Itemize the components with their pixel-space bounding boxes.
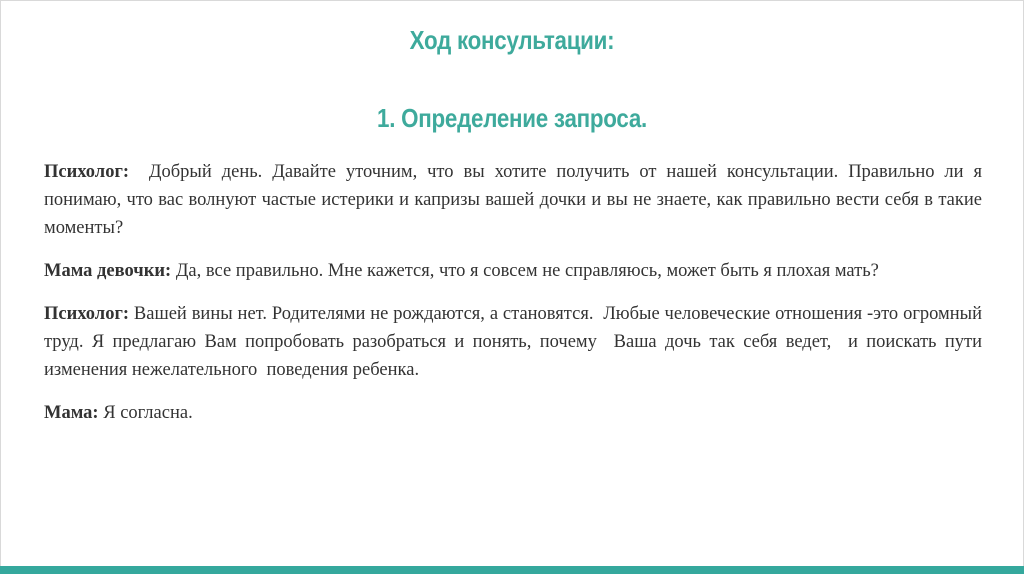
dialogue-line-3 xyxy=(44,300,987,384)
line-text: Я согласна. xyxy=(98,403,193,423)
dialogue xyxy=(44,158,987,442)
speaker-label: Психолог: xyxy=(44,162,130,182)
line-text: Добрый день. Давайте уточним, что вы хотите получить от нашей консультации. Правильно ли я понимаю, что вас волнуют частые истерики и капризы вашей дочки и вы не знаете, как правильно вести себя в такие моменты? xyxy=(44,162,987,238)
slide-heading: Ход консультации: xyxy=(409,25,615,55)
line-text: Вашей вины нет. Родителями не рождаются, а становятся. Любые человеческие отношения -это огромный труд. Я предлагаю Вам попробовать разобраться и понять, почему Ваша дочь так себя ведет, и поискать пути изменения нежелательного поведения ребенка. xyxy=(44,304,987,380)
line-text: Да, все правильно. Мне кажется, что я совсем не справляюсь, может быть я плохая мать? xyxy=(171,261,879,281)
slide-subheading: 1. Определение запроса. xyxy=(377,103,647,133)
speaker-label: Психолог: xyxy=(44,304,130,324)
dialogue-line-4 xyxy=(44,399,982,427)
speaker-label: Мама: xyxy=(44,403,99,423)
dialogue-line-1 xyxy=(44,158,987,242)
dialogue-line-2 xyxy=(44,257,982,285)
bottom-accent-bar xyxy=(0,566,1024,574)
speaker-label: Мама девочки: xyxy=(44,261,172,281)
